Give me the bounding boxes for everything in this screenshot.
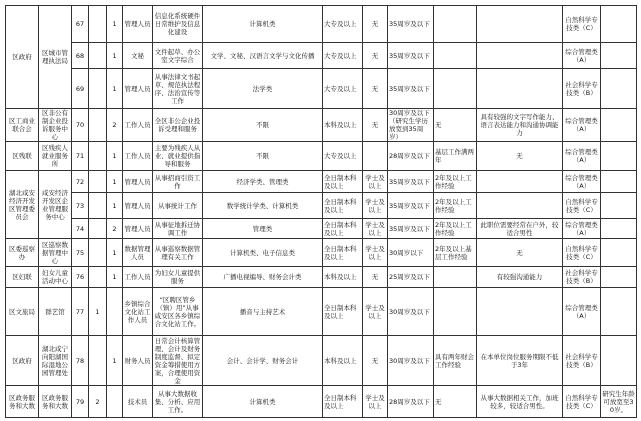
cell-quota-b: 2 xyxy=(107,219,123,239)
cell-quota-b: 2 xyxy=(107,109,123,142)
cell-quota-b: 1 xyxy=(107,142,123,171)
cell-experience xyxy=(434,69,477,109)
job-positions-table xyxy=(5,5,637,418)
cell-duties: 从事招商引资工作 xyxy=(153,171,203,193)
cell-degree: 学士及以上 xyxy=(363,386,388,418)
cell-major: 计算机类 xyxy=(203,6,323,43)
cell-duties: “区聘区管乡（镇）用”从事咸安区各乡镇综合文化站工作。 xyxy=(153,288,203,336)
cell-position-code: 72 xyxy=(72,171,89,193)
cell-age: 30周岁及以下（研究生学历放宽到35周岁） xyxy=(388,109,434,142)
cell-post-name: 技术员 xyxy=(123,386,153,418)
cell-age: 30周岁及以下 xyxy=(388,288,434,336)
cell-exam-category: 综合管理类（A） xyxy=(563,171,601,193)
cell-remarks xyxy=(601,6,637,43)
cell-other-requirements: 在本单位岗位服务期限不低于3年 xyxy=(477,336,563,386)
cell-duties: 从事巡察数据管理有关工作 xyxy=(153,239,203,267)
cell-other-requirements xyxy=(477,43,563,69)
cell-exam-category: 综合管理类（A） xyxy=(563,219,601,239)
cell-department: 湖北咸宁向阳湖国际湿地公园管理处 xyxy=(39,336,72,386)
table-row xyxy=(6,288,637,336)
cell-age: 35周岁及以下 xyxy=(388,43,434,69)
cell-position-code: 75 xyxy=(72,239,89,267)
cell-education: 全日制本科及以上 xyxy=(323,386,363,418)
cell-education: 大专及以上 xyxy=(323,69,363,109)
cell-age: 30周岁及以下 xyxy=(388,336,434,386)
cell-major: 文学、文秘、汉语言文学与文化传播 xyxy=(203,43,323,69)
table-row xyxy=(6,142,637,171)
cell-post-name: 工作人员 xyxy=(123,109,153,142)
cell-exam-category: 自然科学专技类（C） xyxy=(563,193,601,219)
cell-education: 大专及以上 xyxy=(323,142,363,171)
cell-post-name: 财务人员 xyxy=(123,336,153,386)
cell-quota-a xyxy=(89,336,107,386)
cell-unit: 区文旅局 xyxy=(6,288,39,336)
cell-remarks: 研究生年龄可放宽至30岁。 xyxy=(601,386,637,418)
cell-other-requirements xyxy=(477,6,563,43)
cell-other-requirements: 具有较强的文字写作能力、语言表达能力和沟通协调能力 xyxy=(477,109,563,142)
cell-remarks xyxy=(601,109,637,142)
cell-post-name: 工作人员 xyxy=(123,142,153,171)
cell-position-code: 77 xyxy=(72,288,89,336)
cell-department: 区巡察数据管理中心 xyxy=(39,239,72,267)
cell-age: 30周岁以下 xyxy=(388,239,434,267)
cell-degree: 无 xyxy=(363,69,388,109)
cell-quota-b: 1 xyxy=(107,336,123,386)
cell-post-name: 管理人员 xyxy=(123,69,153,109)
cell-quota-b: 1 xyxy=(107,267,123,288)
cell-duties: 主要为残疾人从业、就业提供指导和服务 xyxy=(153,142,203,171)
cell-quota-b: 1 xyxy=(107,6,123,43)
cell-unit: 区委巡察办 xyxy=(6,239,39,267)
cell-degree: 学士及以上 xyxy=(363,171,388,193)
cell-remarks xyxy=(601,69,637,109)
cell-position-code: 67 xyxy=(72,6,89,43)
cell-degree: 无 xyxy=(363,6,388,43)
cell-other-requirements xyxy=(477,288,563,336)
cell-exam-category: 自然科学专技类（C） xyxy=(563,239,601,267)
cell-post-name: 管理人员 xyxy=(123,6,153,43)
cell-quota-a xyxy=(89,109,107,142)
cell-duties: 从事统计工作 xyxy=(153,193,203,219)
cell-position-code: 79 xyxy=(72,386,89,418)
cell-experience xyxy=(434,267,477,288)
cell-quota-b: 1 xyxy=(107,193,123,219)
cell-unit: 区残联 xyxy=(6,142,39,171)
cell-duties: 信息化系统硬件日常维护及信息化建设 xyxy=(153,6,203,43)
cell-remarks xyxy=(601,142,637,171)
cell-exam-category: 社会科学专技类（B） xyxy=(563,69,601,109)
cell-unit: 区政务服务和大数 xyxy=(6,386,39,418)
cell-quota-b xyxy=(107,288,123,336)
cell-degree: 学士及以上 xyxy=(363,288,388,336)
cell-duties: 从事大数据收集、分析、应用工作。 xyxy=(153,386,203,418)
cell-exam-category: 综合管理类（A） xyxy=(563,288,601,336)
cell-duties: 从事法律文书起草、规范执法程序、法治宣传等工作 xyxy=(153,69,203,109)
cell-other-requirements xyxy=(477,193,563,219)
cell-major: 计算机类、电子信息类 xyxy=(203,239,323,267)
cell-education: 本科及以上 xyxy=(323,336,363,386)
cell-major: 法学类 xyxy=(203,69,323,109)
cell-degree: 学士及以上 xyxy=(363,219,388,239)
cell-exam-category: 社会科学专技类（B） xyxy=(563,336,601,386)
cell-age: 35周岁及以下 xyxy=(388,193,434,219)
cell-quota-a xyxy=(89,267,107,288)
cell-experience: 2年及以上工作经验 xyxy=(434,193,477,219)
table-row xyxy=(6,6,637,43)
cell-other-requirements xyxy=(477,69,563,109)
cell-education: 全日制本科及以上 xyxy=(323,193,363,219)
cell-duties: 从事征地拆迁协调工作 xyxy=(153,219,203,239)
cell-exam-category: 自然科学专技类（C） xyxy=(563,386,601,418)
cell-education: 全日制本科及以上 xyxy=(323,239,363,267)
cell-experience: 无 xyxy=(434,109,477,142)
cell-remarks xyxy=(601,336,637,386)
cell-unit: 区政府 xyxy=(6,6,39,109)
cell-quota-a xyxy=(89,219,107,239)
cell-duties: 为妇女儿童提供服务 xyxy=(153,267,203,288)
cell-exam-category: 综合管理类（A） xyxy=(563,109,601,142)
cell-post-name: 管理人员 xyxy=(123,219,153,239)
cell-quota-b: 1 xyxy=(107,69,123,109)
cell-remarks xyxy=(601,219,637,239)
cell-education: 全日制本科及以上 xyxy=(323,288,363,336)
cell-unit: 区工商业联合会 xyxy=(6,109,39,142)
cell-major: 计算机类 xyxy=(203,386,323,418)
table-row xyxy=(6,171,637,193)
cell-department: 妇女儿童活动中心 xyxy=(39,267,72,288)
cell-quota-b: 1 xyxy=(107,239,123,267)
table-row xyxy=(6,219,637,239)
cell-post-name: 工作人员 xyxy=(123,267,153,288)
cell-age: 28周岁及以下 xyxy=(388,386,434,418)
cell-other-requirements: 此职位需要经常在户外，较适合男性 xyxy=(477,219,563,239)
cell-major: 管理类 xyxy=(203,219,323,239)
cell-position-code: 74 xyxy=(72,219,89,239)
cell-degree: 学士及以上 xyxy=(363,193,388,219)
cell-education: 大专及以上 xyxy=(323,43,363,69)
cell-post-name: 管理人员 xyxy=(123,193,153,219)
cell-other-requirements: 从事大数据相关工作，加班较多，较适合男性。 xyxy=(477,386,563,418)
cell-quota-a xyxy=(89,239,107,267)
cell-experience: 2年及以上基层工作经验 xyxy=(434,239,477,267)
cell-quota-a xyxy=(89,6,107,43)
cell-education: 大专及以上 xyxy=(323,6,363,43)
cell-experience xyxy=(434,43,477,69)
cell-experience: 无 xyxy=(434,386,477,418)
cell-major: 广播电视编导、财务会计类 xyxy=(203,267,323,288)
cell-post-name: 乡镇综合文化站工作人员 xyxy=(123,288,153,336)
table-row xyxy=(6,336,637,386)
table-row xyxy=(6,386,637,418)
cell-major: 数学统计学类、计算机类 xyxy=(203,193,323,219)
cell-exam-category: 综合管理类（A） xyxy=(563,142,601,171)
cell-remarks xyxy=(601,239,637,267)
cell-quota-a xyxy=(89,43,107,69)
table-row xyxy=(6,267,637,288)
cell-experience: 具有两年财会工作经验 xyxy=(434,336,477,386)
cell-remarks xyxy=(601,171,637,193)
cell-experience: 2年及以上工作经验 xyxy=(434,219,477,239)
cell-degree: 无 xyxy=(363,109,388,142)
cell-age: 35周岁及以下 xyxy=(388,171,434,193)
cell-exam-category: 综合管理类（A） xyxy=(563,43,601,69)
cell-degree: 无 xyxy=(363,267,388,288)
cell-department: 群艺馆 xyxy=(39,288,72,336)
cell-education: 全日制本科及以上 xyxy=(323,171,363,193)
cell-position-code: 68 xyxy=(72,43,89,69)
cell-department: 区非公有制企业投诉服务中心 xyxy=(39,109,72,142)
cell-experience xyxy=(434,288,477,336)
cell-quota-b: 1 xyxy=(107,43,123,69)
cell-other-requirements: 无 xyxy=(477,142,563,171)
cell-post-name: 数据管理人员 xyxy=(123,239,153,267)
cell-other-requirements xyxy=(477,171,563,193)
cell-duties: 全区非公企业投诉受理和服务 xyxy=(153,109,203,142)
table-row xyxy=(6,239,637,267)
cell-quota-b: 1 xyxy=(107,171,123,193)
cell-quota-a xyxy=(89,171,107,193)
cell-unit: 湖北咸安经济开发区管理委员会 xyxy=(6,171,39,239)
cell-degree: 无 xyxy=(363,43,388,69)
cell-quota-a xyxy=(89,69,107,109)
cell-quota-a: 2 xyxy=(89,386,107,418)
table-row xyxy=(6,43,637,69)
cell-age: 35周岁及以下 xyxy=(388,219,434,239)
cell-department: 区政务服务和大数 xyxy=(39,386,72,418)
cell-unit: 区妇联 xyxy=(6,267,39,288)
cell-education: 本科及以上 xyxy=(323,109,363,142)
cell-position-code: 73 xyxy=(72,193,89,219)
cell-experience: 基层工作满两年 xyxy=(434,142,477,171)
cell-quota-b xyxy=(107,386,123,418)
cell-remarks xyxy=(601,288,637,336)
cell-degree xyxy=(363,142,388,171)
cell-experience xyxy=(434,6,477,43)
cell-degree: 学士及以上 xyxy=(363,239,388,267)
cell-quota-a: 1 xyxy=(89,288,107,336)
cell-age: 35周岁及以下 xyxy=(388,6,434,43)
cell-other-requirements: 有较强沟通能力 xyxy=(477,267,563,288)
cell-major: 会计、会计学、财务会计 xyxy=(203,336,323,386)
cell-quota-a xyxy=(89,142,107,171)
cell-duties: 文件起草、办公室文字综合 xyxy=(153,43,203,69)
cell-position-code: 69 xyxy=(72,69,89,109)
cell-unit: 区政府 xyxy=(6,336,39,386)
cell-post-name: 管理人员 xyxy=(123,171,153,193)
cell-remarks xyxy=(601,193,637,219)
cell-degree: 无 xyxy=(363,336,388,386)
cell-experience: 2年及以上工作经验 xyxy=(434,171,477,193)
cell-position-code: 78 xyxy=(72,336,89,386)
cell-age: 28周岁及以下 xyxy=(388,142,434,171)
cell-other-requirements: 无 xyxy=(477,239,563,267)
cell-position-code: 70 xyxy=(72,109,89,142)
cell-major: 不限 xyxy=(203,142,323,171)
cell-duties: 日常会计核算管理、会计及财务制度监督、拟定资金筹措使用方案，合理使用资金 xyxy=(153,336,203,386)
cell-department: 区残疾人就业服务所 xyxy=(39,142,72,171)
cell-education: 全日制本科及以上 xyxy=(323,219,363,239)
cell-remarks xyxy=(601,43,637,69)
cell-age: 35周岁及以下 xyxy=(388,69,434,109)
cell-department: 区城市管理执法局 xyxy=(39,6,72,109)
cell-exam-category: 自然科学专技类（C） xyxy=(563,6,601,43)
cell-exam-category: 社会科学专技类（B） xyxy=(563,267,601,288)
table-row xyxy=(6,69,637,109)
cell-post-name: 文秘 xyxy=(123,43,153,69)
cell-major: 播音与主持艺术 xyxy=(203,288,323,336)
cell-quota-a xyxy=(89,193,107,219)
table-row xyxy=(6,193,637,219)
cell-position-code: 76 xyxy=(72,267,89,288)
cell-education: 本科及以上 xyxy=(323,267,363,288)
table-row xyxy=(6,109,637,142)
cell-major: 经济学类、管理类 xyxy=(203,171,323,193)
cell-age: 25周岁及以下 xyxy=(388,267,434,288)
cell-remarks xyxy=(601,267,637,288)
cell-major: 不限 xyxy=(203,109,323,142)
cell-position-code: 71 xyxy=(72,142,89,171)
cell-department: 咸安经济开发区企业管理服务中心 xyxy=(39,171,72,239)
